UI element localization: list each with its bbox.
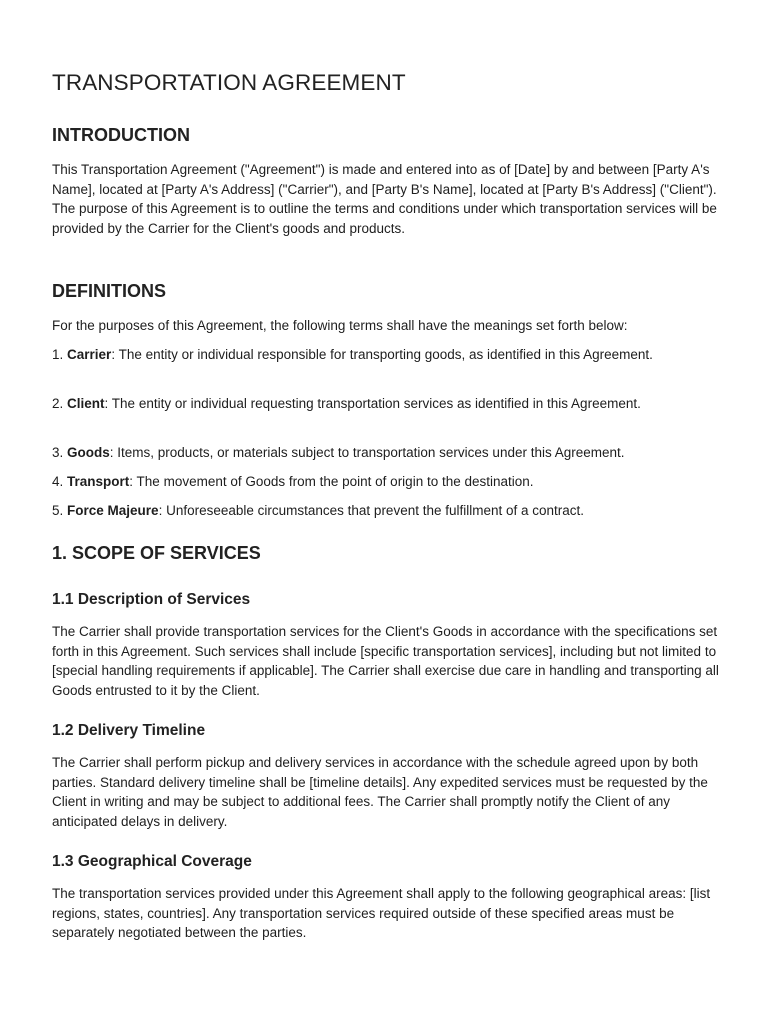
definition-item-transport [52, 472, 720, 492]
subsection-heading-delivery: 1.2 Delivery Timeline [52, 722, 206, 739]
definition-term: Client [67, 396, 105, 411]
definition-number: 5. [52, 503, 64, 518]
definition-description: : Unforeseeable circumstances that prevent the fulfillment of a contract. [158, 503, 585, 518]
definition-description: : Items, products, or materials subject to transportation services under this Agreement. [109, 445, 625, 460]
document-title: TRANSPORTATION AGREEMENT [52, 70, 406, 95]
definition-item-force-majeure [52, 501, 720, 521]
introduction-text: This Transportation Agreement ("Agreement") is made and entered into as of [Date] by and between [Party A's Name], located at [Party A's Address] ("Carrier"), and [Party B's Name], located at [Party B's Address] ("Client"). The purpose of this Agreement is to outline the terms and conditions under which transportation services will be provided by the Carrier for the Client's goods and products. [52, 162, 717, 236]
definition-term: Carrier [67, 347, 112, 362]
definition-item-goods [52, 443, 720, 463]
definition-number: 4. [52, 474, 64, 489]
definitions-intro: For the purposes of this Agreement, the following terms shall have the meanings set forth below: [52, 318, 628, 333]
definition-number: 1. [52, 347, 64, 362]
subsection-heading-geography: 1.3 Geographical Coverage [52, 853, 252, 870]
subsection-text-description: The Carrier shall provide transportation services for the Client's Goods in accordance with the specifications set forth in this Agreement. Such services shall include [specific transportation services], including but not limited to [special handling requirements if applicable]. The Carrier shall exercise due care in handling and transporting all Goods entrusted to it by the Client. [52, 624, 719, 698]
definition-number: 3. [52, 445, 64, 460]
definition-item-client [52, 394, 720, 414]
definition-item-carrier [52, 345, 720, 365]
definition-description: : The entity or individual requesting transportation services as identified in this Agreement. [104, 396, 641, 411]
definitions-heading: DEFINITIONS [52, 281, 167, 301]
subsection-text-geography: The transportation services provided under this Agreement shall apply to the following geographical areas: [list regions, states, countries]. Any transportation services required outside of these specified areas must be separately negotiated between the parties. [52, 886, 711, 941]
definition-term: Goods [67, 445, 110, 460]
scope-heading: 1. SCOPE OF SERVICES [52, 543, 261, 563]
definition-description: : The movement of Goods from the point of origin to the destination. [129, 474, 534, 489]
definition-term: Transport [67, 474, 130, 489]
definition-term: Force Majeure [67, 503, 159, 518]
subsection-heading-description: 1.1 Description of Services [52, 591, 251, 608]
definition-number: 2. [52, 396, 64, 411]
subsection-text-delivery: The Carrier shall perform pickup and delivery services in accordance with the schedule agreed upon by both parties. Standard delivery timeline shall be [timeline details]. Any expedited services must be requested by the Client in writing and may be subject to additional fees. The Carrier shall promptly notify the Client of any anticipated delays in delivery. [52, 755, 708, 829]
definition-description: : The entity or individual responsible for transporting goods, as identified in this Agreement. [111, 347, 653, 362]
introduction-heading: INTRODUCTION [52, 125, 190, 145]
